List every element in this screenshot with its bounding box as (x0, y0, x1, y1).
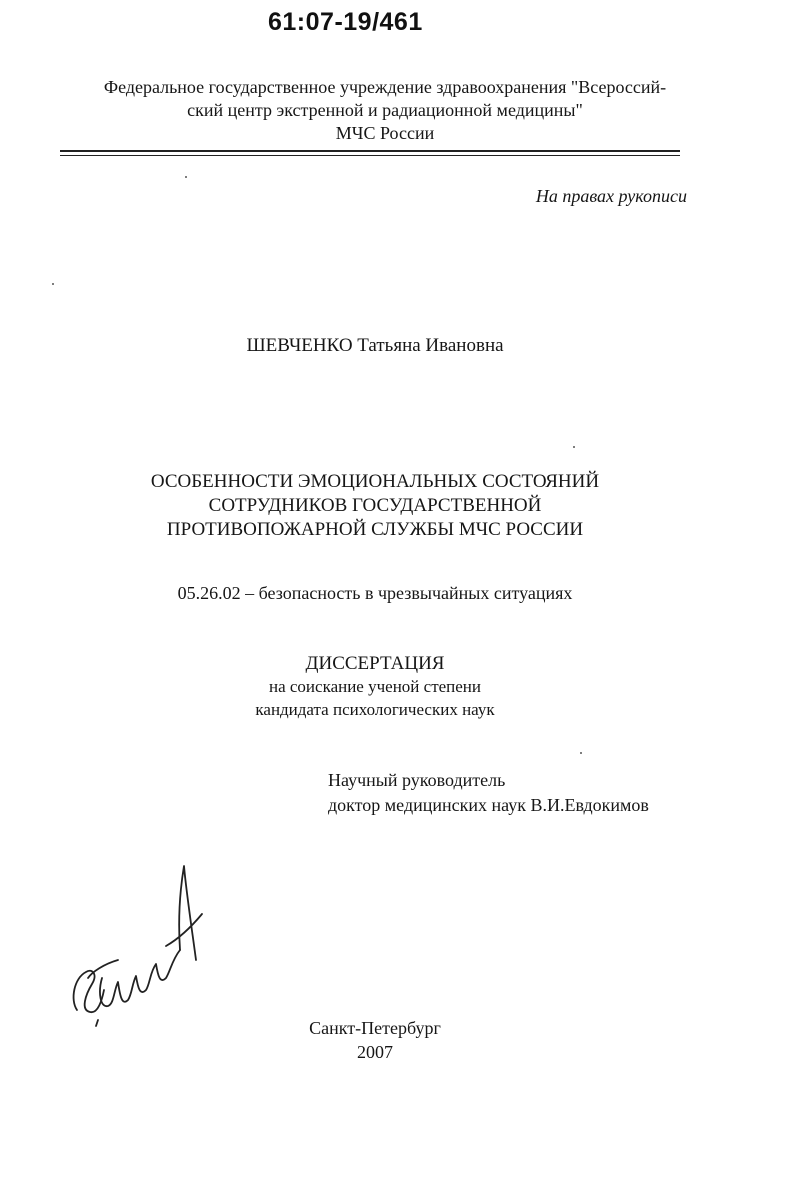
document-type (0, 652, 750, 721)
supervisor-name: доктор медицинских наук В.И.Евдокимов (328, 795, 649, 815)
title-line-1: ОСОБЕННОСТИ ЭМОЦИОНАЛЬНЫХ СОСТОЯНИЙ (150, 471, 600, 492)
document-type-line-2: на соискание ученой степени (268, 677, 482, 696)
organization-line-2: ский центр экстренной и радиационной медицины" (187, 100, 583, 120)
scan-speck (185, 176, 187, 178)
footer-year: 2007 (357, 1042, 393, 1062)
organization-header (70, 76, 700, 145)
organization-line-1: Федеральное государственное учреждение здравоохранения "Всероссий- (103, 77, 667, 97)
organization-line-3: МЧС России (335, 123, 435, 143)
scan-speck (573, 446, 575, 448)
title-line-2: СОТРУДНИКОВ ГОСУДАРСТВЕННОЙ (208, 495, 542, 516)
header-divider-thin (60, 155, 680, 156)
header-divider-thick (60, 150, 680, 152)
specialty-code: 05.26.02 – безопасность в чрезвычайных ситуациях (177, 583, 573, 603)
document-type-heading: ДИССЕРТАЦИЯ (305, 653, 445, 674)
footer-city: Санкт-Петербург (309, 1018, 441, 1038)
supervisor-label: Научный руководитель (328, 770, 506, 790)
dissertation-title (0, 470, 750, 542)
title-line-3: ПРОТИВОПОЖАРНОЙ СЛУЖБЫ МЧС РОССИИ (166, 519, 584, 540)
document-type-line-3: кандидата психологических наук (255, 700, 495, 719)
scan-speck (580, 752, 582, 754)
author-name: ШЕВЧЕНКО Татьяна Ивановна (246, 335, 504, 356)
supervisor-block (328, 768, 649, 818)
footer (0, 1016, 750, 1064)
archive-stamp-number: 61:07-19/461 (268, 8, 423, 36)
scan-speck (52, 283, 54, 285)
manuscript-status: На правах рукописи (535, 186, 687, 206)
